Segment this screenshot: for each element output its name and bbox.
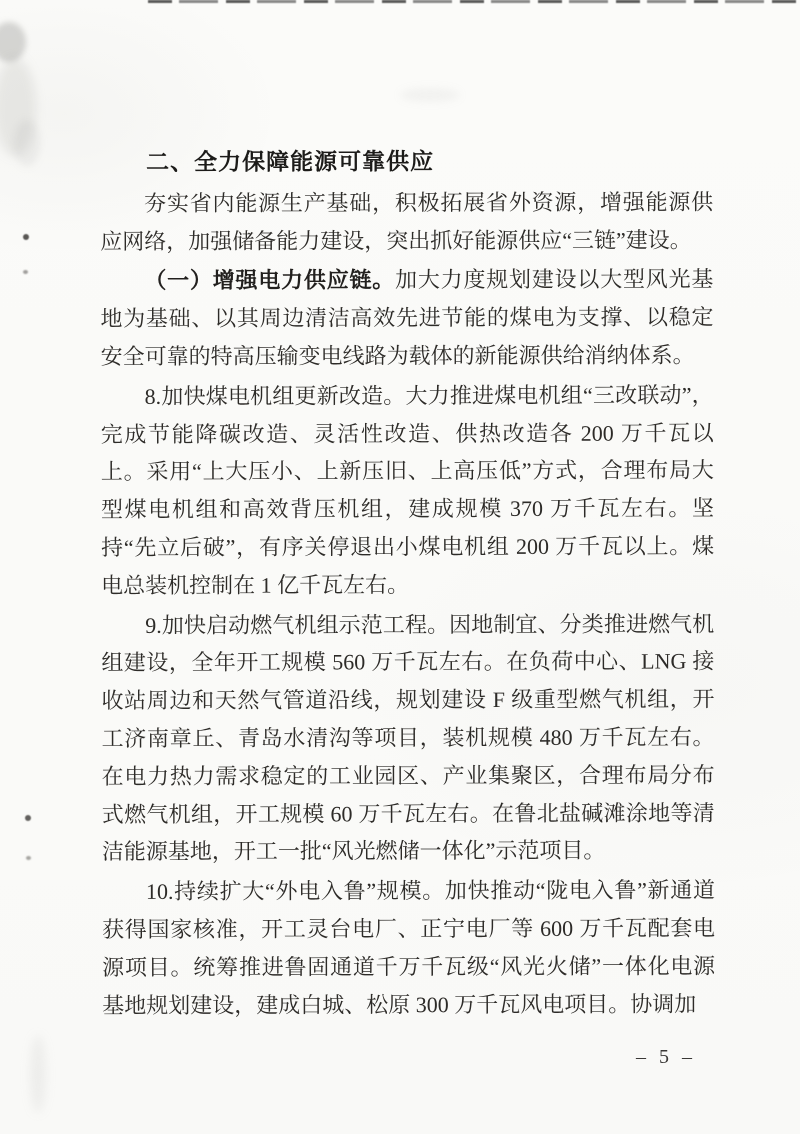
section-heading: 二、全力保障能源可靠供应 <box>146 148 435 175</box>
scan-speck <box>25 815 31 821</box>
paragraph-text: 10.持续扩大“外电入鲁”规模。加快推动“陇电入鲁”新通道获得国家核准，开工灵台电厂、正宁电厂等 600 万千瓦配套电源项目。统筹推进鲁固通道千万千瓦级“风光火储”一体化电源基地规划建设，建成白城、松原 300 万千瓦风电项目。协调加 <box>102 877 716 1018</box>
paragraph-intro <box>100 183 713 260</box>
scan-smudge <box>0 22 26 62</box>
paragraph-text: 夯实省内能源生产基础，积极拓展省外资源，增强能源供应网络，加强储备能力建设，突出抓好能源供应“三链”建设。 <box>100 189 714 254</box>
scan-smudge <box>14 120 40 166</box>
scan-artifact-top-edge <box>148 0 800 3</box>
page-number: – 5 – <box>636 1046 696 1068</box>
scan-speck <box>23 270 28 274</box>
paragraph-text: 加大力度规划建设以大型风光基地为基础、以其周边清洁高效先进节能的煤电为支撑、以稳定安全可靠的特高压输变电线路为载体的新能源供给消纳体系。 <box>100 266 714 369</box>
scan-smudge <box>400 88 460 102</box>
paragraph-item-9 <box>101 605 715 871</box>
paragraph-item-8 <box>101 376 715 604</box>
paragraph-item-10 <box>102 872 715 1025</box>
scan-smudge <box>0 58 36 156</box>
scan-smudge <box>30 1035 46 1113</box>
paragraph-text: 8.加快煤电机组更新改造。大力推进煤电机组“三改联动”，完成节能降碳改造、灵活性改造、供热改造各 200 万千瓦以上。采用“上大压小、上新压旧、上高压低”方式，合理布局大型煤电机组和高效背压机组，建成规模 370 万千瓦左右。坚持“先立后破”，有序关停退出小煤电机组 200 万千瓦以上。煤电总装机控制在 1 亿千瓦左右。 <box>100 382 715 598</box>
document-body <box>100 142 715 1026</box>
paragraph-subsection-1 <box>100 261 713 376</box>
paragraph-lead: （一）增强电力供应链。 <box>144 267 396 294</box>
scan-speck <box>26 856 31 860</box>
paragraph-text: 9.加快启动燃气机组示范工程。因地制宜、分类推进燃气机组建设，全年开工规模 560 万千瓦左右。在负荷中心、LNG 接收站周边和天然气管道沿线，规划建设 F 级重型燃气机组，开工济南章丘、青岛水清沟等项目，装机规模 480 万千瓦左右。在电力热力需求稳定的工业园区、产业集聚区，合理布局分布式燃气机组，开工规模 60 万千瓦左右。在鲁北盐碱滩涂地等清洁能源基地，开工一批“风光燃储一体化”示范项目。 <box>101 610 715 865</box>
scan-speck <box>23 234 29 240</box>
